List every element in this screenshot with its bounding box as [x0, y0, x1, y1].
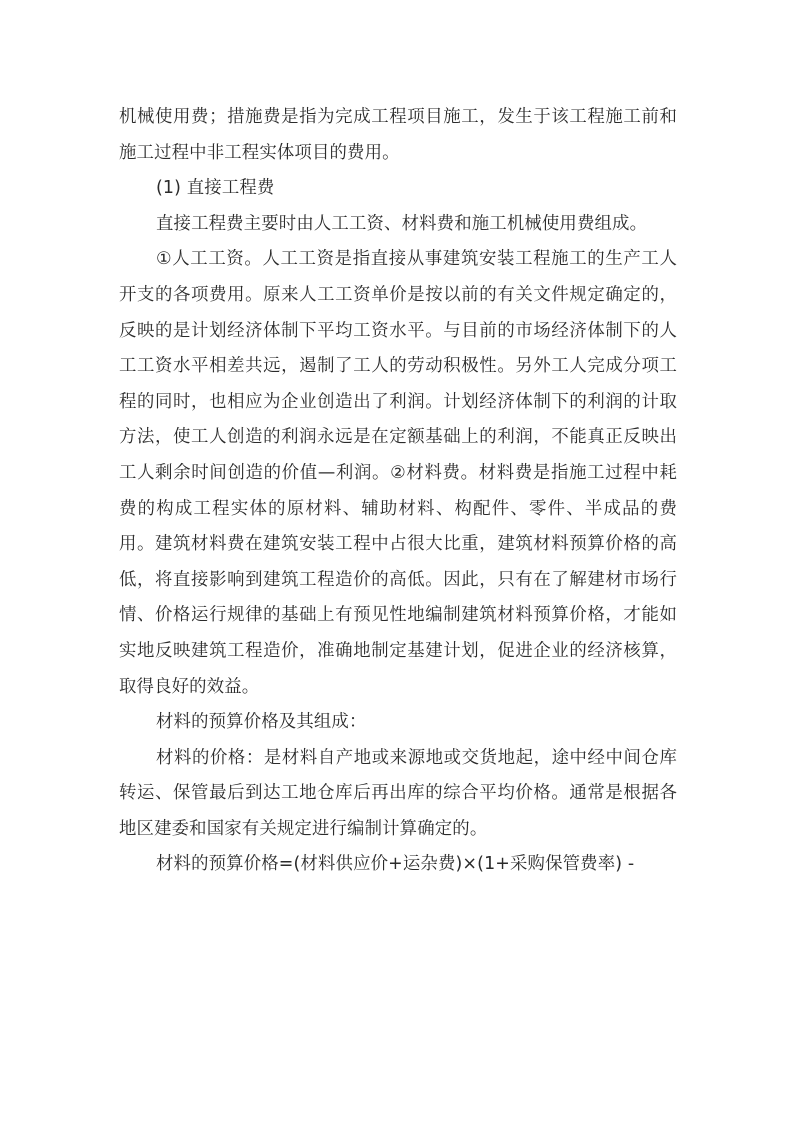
- paragraph-material-price-formula: 材料的预算价格=(材料供应价+运杂费)×(1+采购保管费率) -: [156, 854, 635, 875]
- section-heading-direct-cost: (1) 直接工程费: [156, 178, 275, 199]
- paragraph-intro: 机械使用费；措施费是指为完成工程项目施工，发生于该工程施工前和施工过程中非工程实体项目的费用。: [119, 107, 677, 163]
- document-body: [119, 100, 677, 883]
- paragraph-material-price-definition: 材料的价格：是材料自产地或来源地或交货地起，途中经中间仓库转运、保管最后到达工地仓库后再出库的综合平均价格。通常是根据各地区建委和国家有关规定进行编制计算确定的。: [119, 747, 677, 839]
- paragraph-labor-and-material: ①人工工资。人工工资是指直接从事建筑安装工程施工的生产工人开支的各项费用。原来人工工资单价是按以前的有关文件规定确定的，反映的是计划经济体制下平均工资水平。与目前的市场经济体制下的人工工资水平相差共远，遏制了工人的劳动积极性。另外工人完成分项工程的同时，也相应为企业创造出了利润。计划经济体制下的利润的计取方法，使工人创造的利润永远是在定额基础上的利润，不能真正反映出工人剩余时间创造的价值—利润。②材料费。材料费是指施工过程中耗费的构成工程实体的原材料、辅助材料、构配件、零件、半成品的费用。建筑材料费在建筑安装工程中占很大比重，建筑材料预算价格的高低，将直接影响到建筑工程造价的高低。因此，只有在了解建材市场行情、价格运行规律的基础上有预见性地编制建筑材料预算价格，才能如实地反映建筑工程造价，准确地制定基建计划，促进企业的经济核算，取得良好的效益。: [119, 249, 677, 697]
- paragraph-direct-cost-composition: 直接工程费主要时由人工工资、材料费和施工机械使用费组成。: [156, 213, 648, 234]
- paragraph-material-price-heading: 材料的预算价格及其组成：: [156, 712, 367, 733]
